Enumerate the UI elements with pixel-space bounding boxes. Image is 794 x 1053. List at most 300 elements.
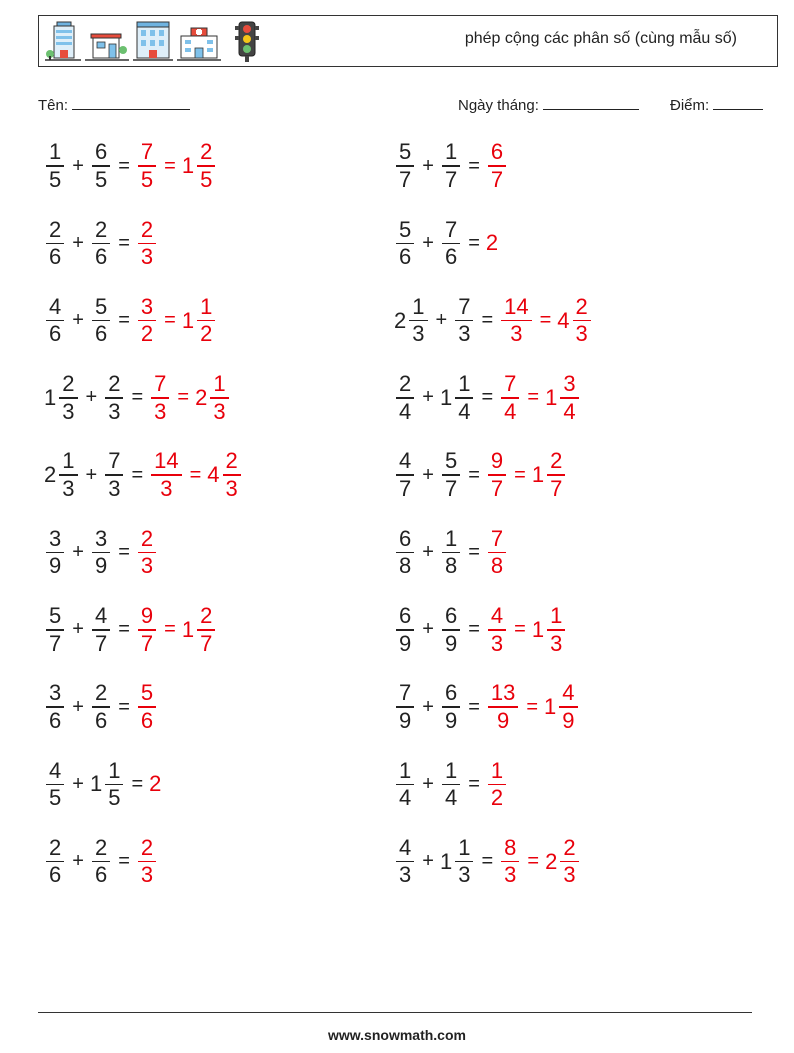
denominator: 9 <box>94 553 108 579</box>
equals-sign: = <box>118 154 130 177</box>
shop-icon <box>85 20 129 64</box>
answer <box>486 758 508 812</box>
whole-number: 4 <box>557 307 570 333</box>
answer <box>136 835 158 889</box>
denominator: 6 <box>49 244 62 270</box>
denominator: 7 <box>550 475 563 501</box>
numerator: 4 <box>49 757 62 783</box>
equals-sign: = <box>164 618 176 641</box>
fraction <box>92 217 110 271</box>
plus-sign: + <box>435 309 448 332</box>
fraction <box>46 294 64 348</box>
fraction <box>455 371 473 425</box>
equals-sign: = <box>131 772 144 795</box>
numerator: 2 <box>225 448 238 474</box>
numerator: 1 <box>458 371 471 397</box>
problem-10 <box>394 445 567 505</box>
denominator: 3 <box>490 630 504 656</box>
denominator: 3 <box>575 321 588 347</box>
whole-number: 2 <box>195 384 208 410</box>
footer-divider <box>38 1012 752 1013</box>
fraction <box>138 526 156 580</box>
plus-sign: + <box>422 541 434 563</box>
denominator: 3 <box>504 862 517 888</box>
problem-11 <box>44 523 158 583</box>
denominator: 3 <box>140 244 154 270</box>
fraction <box>442 217 460 271</box>
fraction <box>46 217 64 271</box>
denominator: 2 <box>490 785 504 811</box>
whole-number: 2 <box>485 230 499 256</box>
numerator: 5 <box>444 448 458 474</box>
denominator: 6 <box>399 244 412 270</box>
fraction <box>501 294 531 348</box>
denominator: 5 <box>94 166 108 192</box>
denominator: 3 <box>399 862 412 888</box>
answer <box>136 217 158 271</box>
denominator: 7 <box>140 630 154 656</box>
denominator: 3 <box>412 321 425 347</box>
whole-number: 1 <box>181 307 195 333</box>
numerator: 6 <box>444 603 458 629</box>
numerator: 1 <box>213 371 226 397</box>
equals-sign: = <box>527 850 540 873</box>
footer-url: www.snowmath.com <box>328 1027 466 1043</box>
equals-sign: = <box>514 618 526 641</box>
numerator: 2 <box>140 834 154 860</box>
fraction <box>396 758 414 812</box>
problem-16 <box>394 677 580 737</box>
fraction <box>560 835 578 889</box>
fraction <box>442 526 460 580</box>
denominator: 6 <box>140 707 154 733</box>
fraction <box>488 680 518 734</box>
problem-4 <box>394 213 499 273</box>
answer <box>136 680 158 734</box>
denominator: 7 <box>399 166 412 192</box>
answer <box>499 371 580 425</box>
problem-12 <box>394 523 508 583</box>
fraction <box>488 139 506 193</box>
problem-14 <box>394 600 567 660</box>
numerator: 7 <box>399 680 412 706</box>
equals-sign: = <box>118 850 130 873</box>
numerator: 2 <box>94 834 108 860</box>
equals-sign: = <box>131 463 144 486</box>
plus-sign: + <box>422 231 434 254</box>
denominator: 6 <box>49 707 62 733</box>
numerator: 7 <box>444 216 458 242</box>
whole-number: 1 <box>439 848 453 874</box>
denominator: 6 <box>94 321 108 347</box>
problem-2 <box>394 136 508 196</box>
fraction <box>488 758 506 812</box>
numerator: 5 <box>399 216 412 242</box>
fraction <box>547 603 565 657</box>
problem-20 <box>394 832 581 892</box>
fraction <box>501 371 519 425</box>
score-label: Điểm: <box>670 97 710 114</box>
numerator: 2 <box>108 371 121 397</box>
denominator: 6 <box>94 244 108 270</box>
denominator: 2 <box>140 321 154 347</box>
answer <box>499 835 580 889</box>
plus-sign: + <box>72 541 84 563</box>
answer <box>499 294 593 348</box>
equals-sign: = <box>468 618 480 641</box>
fraction <box>488 603 506 657</box>
equals-sign: = <box>118 618 130 641</box>
equals-sign: = <box>118 541 130 563</box>
denominator: 3 <box>108 475 121 501</box>
equals-sign: = <box>481 386 494 409</box>
fraction <box>573 294 591 348</box>
denominator: 4 <box>458 398 471 424</box>
fraction <box>197 294 215 348</box>
numerator: 6 <box>399 525 412 551</box>
numerator: 4 <box>49 293 62 319</box>
fraction <box>138 217 156 271</box>
whole-number: 1 <box>89 771 103 797</box>
equals-sign: = <box>468 695 480 718</box>
numerator: 1 <box>399 757 412 783</box>
numerator: 2 <box>62 371 75 397</box>
plus-sign: + <box>72 309 84 332</box>
denominator: 5 <box>200 166 213 192</box>
denominator: 8 <box>444 553 458 579</box>
numerator: 1 <box>550 603 563 629</box>
fraction <box>210 371 228 425</box>
denominator: 3 <box>140 553 154 579</box>
fraction <box>455 294 473 348</box>
equals-sign: = <box>481 309 494 332</box>
numerator: 2 <box>140 525 154 551</box>
answer <box>136 139 217 193</box>
equals-sign: = <box>481 850 494 873</box>
answer <box>136 526 158 580</box>
denominator: 4 <box>444 785 458 811</box>
numerator: 4 <box>399 448 412 474</box>
problem-6 <box>394 291 593 351</box>
denominator: 9 <box>562 707 575 733</box>
whole-number: 1 <box>545 384 558 410</box>
date-blank[interactable] <box>543 95 639 110</box>
fraction <box>46 758 64 812</box>
answer <box>486 230 499 256</box>
denominator: 7 <box>490 475 504 501</box>
denominator: 7 <box>444 475 458 501</box>
answer <box>136 294 217 348</box>
plus-sign: + <box>72 850 84 873</box>
fraction <box>46 603 64 657</box>
fraction <box>105 758 123 812</box>
numerator: 5 <box>399 139 412 165</box>
equals-sign: = <box>539 309 552 332</box>
equals-sign: = <box>164 154 176 177</box>
denominator: 6 <box>444 244 458 270</box>
plus-sign: + <box>422 618 434 641</box>
plus-sign: + <box>422 386 434 409</box>
whole-number: 1 <box>531 616 545 642</box>
equals-sign: = <box>514 463 526 486</box>
numerator: 1 <box>444 139 458 165</box>
numerator: 14 <box>154 448 179 474</box>
denominator: 9 <box>399 630 412 656</box>
apartment-building-icon <box>133 20 173 64</box>
equals-sign: = <box>118 231 130 254</box>
numerator: 1 <box>49 139 62 165</box>
numerator: 2 <box>399 371 412 397</box>
fraction <box>455 835 473 889</box>
whole-number: 2 <box>545 848 558 874</box>
denominator: 9 <box>444 707 458 733</box>
fraction <box>442 680 460 734</box>
score-blank[interactable] <box>713 95 763 110</box>
answer <box>486 603 567 657</box>
denominator: 4 <box>399 785 412 811</box>
answer <box>149 771 162 797</box>
plus-sign: + <box>72 154 84 177</box>
numerator: 3 <box>94 525 108 551</box>
problem-8 <box>394 368 581 428</box>
plus-sign: + <box>72 772 84 795</box>
problem-1 <box>44 136 217 196</box>
denominator: 3 <box>458 321 471 347</box>
numerator: 6 <box>444 680 458 706</box>
denominator: 3 <box>563 862 576 888</box>
equals-sign: = <box>468 231 480 254</box>
numerator: 2 <box>94 216 108 242</box>
answer <box>136 603 217 657</box>
fraction <box>59 371 77 425</box>
fraction <box>197 139 215 193</box>
fraction <box>396 835 414 889</box>
numerator: 4 <box>94 603 108 629</box>
numerator: 5 <box>49 603 62 629</box>
numerator: 7 <box>140 139 154 165</box>
fraction <box>92 680 110 734</box>
answer <box>486 448 567 502</box>
equals-sign: = <box>468 154 480 177</box>
equals-sign: = <box>177 386 190 409</box>
whole-number: 1 <box>181 616 195 642</box>
fraction <box>442 758 460 812</box>
denominator: 7 <box>200 630 213 656</box>
numerator: 1 <box>62 448 75 474</box>
denominator: 4 <box>399 398 412 424</box>
worksheet-title: phép cộng các phân số (cùng mẫu số) <box>464 30 737 47</box>
numerator: 8 <box>504 834 517 860</box>
whole-number: 1 <box>44 384 57 410</box>
denominator: 6 <box>49 321 62 347</box>
denominator: 7 <box>444 166 458 192</box>
denominator: 3 <box>458 862 471 888</box>
denominator: 6 <box>94 707 108 733</box>
fraction <box>46 526 64 580</box>
denominator: 2 <box>200 321 213 347</box>
numerator: 2 <box>200 603 213 629</box>
numerator: 1 <box>490 757 504 783</box>
plus-sign: + <box>422 772 434 795</box>
fraction <box>547 448 565 502</box>
whole-number: 1 <box>439 384 453 410</box>
fraction <box>409 294 427 348</box>
denominator: 3 <box>62 475 75 501</box>
fraction <box>59 448 77 502</box>
fraction <box>396 139 414 193</box>
fraction <box>105 371 123 425</box>
answer <box>486 139 508 193</box>
numerator: 2 <box>94 680 108 706</box>
numerator: 6 <box>490 139 504 165</box>
fraction <box>488 448 506 502</box>
plus-sign: + <box>85 386 98 409</box>
fraction <box>105 448 123 502</box>
numerator: 1 <box>444 525 458 551</box>
answer <box>149 371 230 425</box>
denominator: 5 <box>49 166 62 192</box>
fraction <box>396 448 414 502</box>
plus-sign: + <box>72 231 84 254</box>
plus-sign: + <box>72 618 84 641</box>
numerator: 2 <box>550 448 563 474</box>
denominator: 3 <box>225 475 238 501</box>
fraction <box>560 371 578 425</box>
numerator: 9 <box>490 448 504 474</box>
denominator: 7 <box>490 166 504 192</box>
numerator: 2 <box>140 216 154 242</box>
equals-sign: = <box>164 309 176 332</box>
fraction <box>92 294 110 348</box>
fraction <box>138 294 156 348</box>
equals-sign: = <box>468 463 480 486</box>
numerator: 3 <box>49 680 62 706</box>
denominator: 5 <box>49 785 62 811</box>
whole-number: 2 <box>149 771 162 797</box>
problem-3 <box>44 213 158 273</box>
denominator: 8 <box>490 553 504 579</box>
fraction <box>396 680 414 734</box>
fraction <box>396 603 414 657</box>
answer <box>486 526 508 580</box>
name-blank[interactable] <box>72 95 190 110</box>
denominator: 9 <box>444 630 458 656</box>
problem-19 <box>44 832 158 892</box>
equals-sign: = <box>131 386 144 409</box>
whole-number: 2 <box>394 307 407 333</box>
problem-18 <box>394 754 508 814</box>
numerator: 3 <box>140 293 154 319</box>
denominator: 7 <box>399 475 412 501</box>
denominator: 3 <box>550 630 563 656</box>
denominator: 8 <box>399 553 412 579</box>
equals-sign: = <box>526 695 539 718</box>
score-field <box>670 95 763 114</box>
numerator: 2 <box>49 834 62 860</box>
fraction <box>138 680 156 734</box>
numerator: 3 <box>563 371 576 397</box>
fraction <box>138 603 156 657</box>
denominator: 3 <box>62 398 75 424</box>
numerator: 7 <box>458 293 471 319</box>
denominator: 9 <box>496 707 510 733</box>
denominator: 3 <box>213 398 226 424</box>
equals-sign: = <box>527 386 540 409</box>
numerator: 6 <box>94 139 108 165</box>
numerator: 13 <box>490 680 516 706</box>
numerator: 5 <box>140 680 154 706</box>
fraction <box>92 526 110 580</box>
equals-sign: = <box>189 463 202 486</box>
hospital-icon <box>177 20 221 64</box>
numerator: 2 <box>200 139 213 165</box>
denominator: 9 <box>49 553 62 579</box>
problem-15 <box>44 677 158 737</box>
problem-13 <box>44 600 217 660</box>
fraction <box>46 680 64 734</box>
denominator: 5 <box>108 785 121 811</box>
plus-sign: + <box>72 695 84 718</box>
problem-17 <box>44 754 162 814</box>
denominator: 3 <box>160 475 173 501</box>
fraction <box>92 603 110 657</box>
denominator: 4 <box>563 398 576 424</box>
whole-number: 1 <box>181 153 195 178</box>
denominator: 3 <box>140 862 154 888</box>
equals-sign: = <box>468 772 480 795</box>
fraction <box>501 835 519 889</box>
problem-7 <box>44 368 231 428</box>
fraction <box>92 835 110 889</box>
denominator: 9 <box>399 707 412 733</box>
numerator: 4 <box>562 680 575 706</box>
numerator: 1 <box>458 834 471 860</box>
numerator: 1 <box>412 293 425 319</box>
fraction <box>138 139 156 193</box>
denominator: 7 <box>94 630 108 656</box>
denominator: 7 <box>49 630 62 656</box>
denominator: 4 <box>504 398 517 424</box>
denominator: 3 <box>510 321 523 347</box>
traffic-light-icon <box>231 20 263 64</box>
fraction <box>138 835 156 889</box>
numerator: 2 <box>563 834 576 860</box>
plus-sign: + <box>422 463 434 486</box>
fraction <box>46 835 64 889</box>
problem-5 <box>44 291 217 351</box>
fraction <box>442 603 460 657</box>
numerator: 6 <box>399 603 412 629</box>
numerator: 5 <box>94 293 108 319</box>
name-field <box>38 95 190 114</box>
worksheet-header <box>38 15 778 67</box>
date-label: Ngày tháng: <box>458 97 539 114</box>
denominator: 3 <box>108 398 121 424</box>
answer <box>486 680 580 734</box>
fraction <box>46 139 64 193</box>
denominator: 6 <box>49 862 62 888</box>
equals-sign: = <box>468 541 480 563</box>
numerator: 4 <box>490 603 504 629</box>
fraction <box>151 371 169 425</box>
numerator: 14 <box>504 293 529 319</box>
plus-sign: + <box>85 463 98 486</box>
fraction <box>151 448 181 502</box>
fraction <box>559 680 577 734</box>
whole-number: 1 <box>531 462 545 488</box>
plus-sign: + <box>422 695 434 718</box>
answer <box>149 448 243 502</box>
